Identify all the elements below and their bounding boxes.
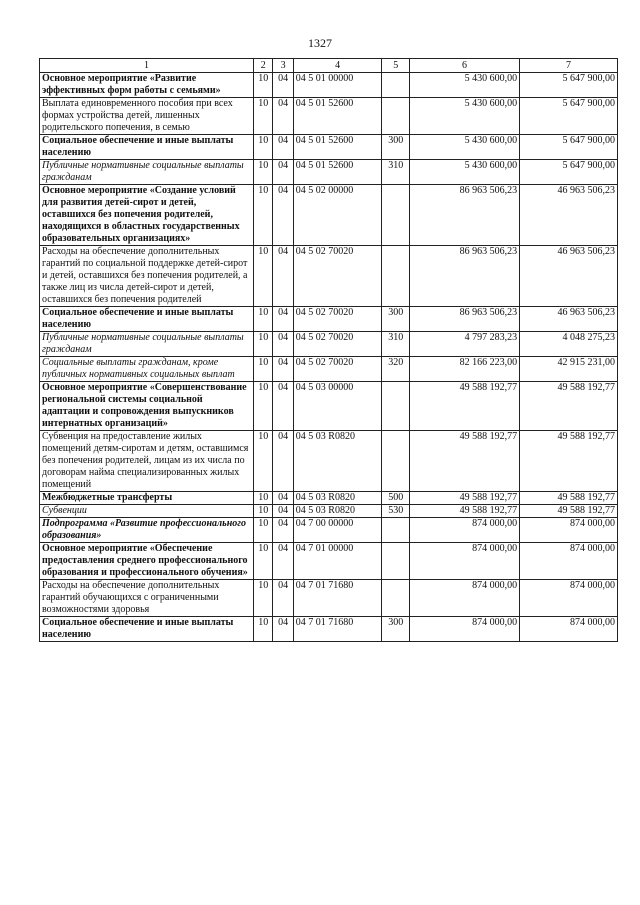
cell-expense-type: 320 xyxy=(382,357,410,382)
cell-section: 10 xyxy=(254,73,273,98)
cell-amount-year2: 4 048 275,23 xyxy=(520,332,618,357)
cell-subsection: 04 xyxy=(273,185,293,246)
cell-target-code: 04 5 03 00000 xyxy=(293,382,382,431)
cell-subsection: 04 xyxy=(273,543,293,580)
cell-name: Расходы на обеспечение дополнительных гарантий обучающихся с ограниченными возможностями здоровья xyxy=(40,580,254,617)
cell-name: Социальное обеспечение и иные выплаты населению xyxy=(40,135,254,160)
table-row xyxy=(40,307,618,332)
cell-name: Расходы на обеспечение дополнительных гарантий по социальной поддержке детей-сирот и детей, оставшихся без попечения родителей, а также лиц из числа детей-сирот и детей, оставшихся без попечения родителей xyxy=(40,246,254,307)
cell-name: Межбюджетные трансферты xyxy=(40,492,254,505)
cell-expense-type: 500 xyxy=(382,492,410,505)
table-body xyxy=(40,73,618,642)
cell-section: 10 xyxy=(254,492,273,505)
cell-amount-year2: 874 000,00 xyxy=(520,617,618,642)
cell-subsection: 04 xyxy=(273,492,293,505)
cell-amount-year1: 874 000,00 xyxy=(410,518,520,543)
cell-target-code: 04 5 01 52600 xyxy=(293,135,382,160)
cell-expense-type: 300 xyxy=(382,307,410,332)
cell-expense-type xyxy=(382,543,410,580)
cell-section: 10 xyxy=(254,98,273,135)
cell-section: 10 xyxy=(254,518,273,543)
cell-expense-type xyxy=(382,518,410,543)
header-col-7: 7 xyxy=(520,59,618,73)
cell-section: 10 xyxy=(254,135,273,160)
cell-section: 10 xyxy=(254,307,273,332)
cell-amount-year2: 5 647 900,00 xyxy=(520,98,618,135)
table-row xyxy=(40,617,618,642)
cell-target-code: 04 5 03 R0820 xyxy=(293,431,382,492)
cell-subsection: 04 xyxy=(273,357,293,382)
cell-target-code: 04 7 01 00000 xyxy=(293,543,382,580)
cell-expense-type xyxy=(382,73,410,98)
cell-amount-year2: 49 588 192,77 xyxy=(520,431,618,492)
cell-subsection: 04 xyxy=(273,505,293,518)
cell-name: Социальные выплаты гражданам, кроме публичных нормативных социальных выплат xyxy=(40,357,254,382)
cell-amount-year1: 5 430 600,00 xyxy=(410,160,520,185)
cell-target-code: 04 5 02 70020 xyxy=(293,246,382,307)
cell-amount-year1: 4 797 283,23 xyxy=(410,332,520,357)
header-col-1: 1 xyxy=(40,59,254,73)
cell-section: 10 xyxy=(254,332,273,357)
cell-section: 10 xyxy=(254,505,273,518)
cell-amount-year2: 49 588 192,77 xyxy=(520,382,618,431)
table-row xyxy=(40,357,618,382)
cell-target-code: 04 5 02 70020 xyxy=(293,332,382,357)
cell-target-code: 04 5 01 52600 xyxy=(293,98,382,135)
cell-amount-year2: 46 963 506,23 xyxy=(520,307,618,332)
cell-subsection: 04 xyxy=(273,246,293,307)
cell-amount-year2: 5 647 900,00 xyxy=(520,135,618,160)
cell-amount-year1: 5 430 600,00 xyxy=(410,73,520,98)
cell-name: Субвенции xyxy=(40,505,254,518)
cell-amount-year2: 46 963 506,23 xyxy=(520,185,618,246)
cell-amount-year1: 5 430 600,00 xyxy=(410,98,520,135)
cell-target-code: 04 5 03 R0820 xyxy=(293,505,382,518)
cell-name: Основное мероприятие «Обеспечение предоставления среднего профессионального образования и профессионального обучения» xyxy=(40,543,254,580)
cell-name: Публичные нормативные социальные выплаты гражданам xyxy=(40,160,254,185)
table-row xyxy=(40,382,618,431)
cell-name: Субвенция на предоставление жилых помещений детям-сиротам и детям, оставшимся без попечения родителей, лицам из их числа по договорам найма специализированных жилых помещений xyxy=(40,431,254,492)
cell-target-code: 04 7 00 00000 xyxy=(293,518,382,543)
cell-subsection: 04 xyxy=(273,135,293,160)
header-col-3: 3 xyxy=(273,59,293,73)
cell-target-code: 04 7 01 71680 xyxy=(293,617,382,642)
cell-section: 10 xyxy=(254,431,273,492)
cell-subsection: 04 xyxy=(273,307,293,332)
header-col-6: 6 xyxy=(410,59,520,73)
cell-amount-year1: 86 963 506,23 xyxy=(410,307,520,332)
cell-expense-type: 310 xyxy=(382,160,410,185)
cell-expense-type: 300 xyxy=(382,135,410,160)
cell-amount-year2: 42 915 231,00 xyxy=(520,357,618,382)
cell-amount-year1: 86 963 506,23 xyxy=(410,246,520,307)
table-row xyxy=(40,135,618,160)
table-row xyxy=(40,431,618,492)
cell-target-code: 04 5 01 00000 xyxy=(293,73,382,98)
cell-section: 10 xyxy=(254,543,273,580)
cell-subsection: 04 xyxy=(273,382,293,431)
table-row xyxy=(40,332,618,357)
cell-section: 10 xyxy=(254,617,273,642)
cell-expense-type xyxy=(382,580,410,617)
table-row xyxy=(40,98,618,135)
cell-subsection: 04 xyxy=(273,332,293,357)
cell-amount-year2: 874 000,00 xyxy=(520,543,618,580)
cell-expense-type: 310 xyxy=(382,332,410,357)
table-row xyxy=(40,492,618,505)
table-row xyxy=(40,160,618,185)
cell-amount-year1: 874 000,00 xyxy=(410,580,520,617)
header-col-2: 2 xyxy=(254,59,273,73)
cell-expense-type xyxy=(382,431,410,492)
cell-expense-type: 530 xyxy=(382,505,410,518)
cell-amount-year1: 874 000,00 xyxy=(410,617,520,642)
cell-amount-year1: 49 588 192,77 xyxy=(410,382,520,431)
cell-name: Основное мероприятие «Развитие эффективных форм работы с семьями» xyxy=(40,73,254,98)
cell-name: Основное мероприятие «Создание условий для развития детей-сирот и детей, оставшихся без попечения родителей, находящихся в областных государственных образовательных организациях» xyxy=(40,185,254,246)
cell-subsection: 04 xyxy=(273,98,293,135)
cell-name: Выплата единовременного пособия при всех формах устройства детей, лишенных родительского попечения, в семью xyxy=(40,98,254,135)
table-row xyxy=(40,246,618,307)
cell-amount-year2: 874 000,00 xyxy=(520,518,618,543)
cell-section: 10 xyxy=(254,382,273,431)
cell-name: Основное мероприятие «Совершенствование региональной системы социальной адаптации и сопровождения выпускников интернатных организаций» xyxy=(40,382,254,431)
cell-name: Социальное обеспечение и иные выплаты населению xyxy=(40,307,254,332)
cell-amount-year2: 46 963 506,23 xyxy=(520,246,618,307)
cell-subsection: 04 xyxy=(273,160,293,185)
cell-amount-year1: 49 588 192,77 xyxy=(410,505,520,518)
table-row xyxy=(40,580,618,617)
header-col-4: 4 xyxy=(293,59,382,73)
cell-section: 10 xyxy=(254,246,273,307)
cell-target-code: 04 5 03 R0820 xyxy=(293,492,382,505)
cell-name: Подпрограмма «Развитие профессионального образования» xyxy=(40,518,254,543)
cell-amount-year1: 86 963 506,23 xyxy=(410,185,520,246)
cell-expense-type xyxy=(382,185,410,246)
cell-expense-type: 300 xyxy=(382,617,410,642)
cell-amount-year1: 82 166 223,00 xyxy=(410,357,520,382)
budget-table xyxy=(39,58,618,642)
cell-section: 10 xyxy=(254,185,273,246)
cell-expense-type xyxy=(382,382,410,431)
table-row xyxy=(40,73,618,98)
cell-subsection: 04 xyxy=(273,580,293,617)
cell-expense-type xyxy=(382,98,410,135)
page-number: 1327 xyxy=(308,36,332,50)
cell-section: 10 xyxy=(254,160,273,185)
cell-amount-year2: 49 588 192,77 xyxy=(520,492,618,505)
cell-amount-year1: 49 588 192,77 xyxy=(410,492,520,505)
cell-subsection: 04 xyxy=(273,518,293,543)
cell-amount-year1: 5 430 600,00 xyxy=(410,135,520,160)
cell-amount-year2: 874 000,00 xyxy=(520,580,618,617)
cell-amount-year1: 874 000,00 xyxy=(410,543,520,580)
cell-target-code: 04 5 02 00000 xyxy=(293,185,382,246)
header-row xyxy=(40,59,618,73)
cell-subsection: 04 xyxy=(273,431,293,492)
table-row xyxy=(40,518,618,543)
cell-section: 10 xyxy=(254,357,273,382)
cell-name: Публичные нормативные социальные выплаты гражданам xyxy=(40,332,254,357)
table-row xyxy=(40,543,618,580)
table-row xyxy=(40,185,618,246)
cell-target-code: 04 5 01 52600 xyxy=(293,160,382,185)
cell-target-code: 04 5 02 70020 xyxy=(293,357,382,382)
cell-expense-type xyxy=(382,246,410,307)
cell-subsection: 04 xyxy=(273,73,293,98)
cell-amount-year2: 5 647 900,00 xyxy=(520,160,618,185)
cell-target-code: 04 5 02 70020 xyxy=(293,307,382,332)
table-row xyxy=(40,505,618,518)
cell-subsection: 04 xyxy=(273,617,293,642)
header-col-5: 5 xyxy=(382,59,410,73)
cell-amount-year2: 5 647 900,00 xyxy=(520,73,618,98)
cell-target-code: 04 7 01 71680 xyxy=(293,580,382,617)
cell-amount-year1: 49 588 192,77 xyxy=(410,431,520,492)
cell-amount-year2: 49 588 192,77 xyxy=(520,505,618,518)
cell-name: Социальное обеспечение и иные выплаты населению xyxy=(40,617,254,642)
cell-section: 10 xyxy=(254,580,273,617)
